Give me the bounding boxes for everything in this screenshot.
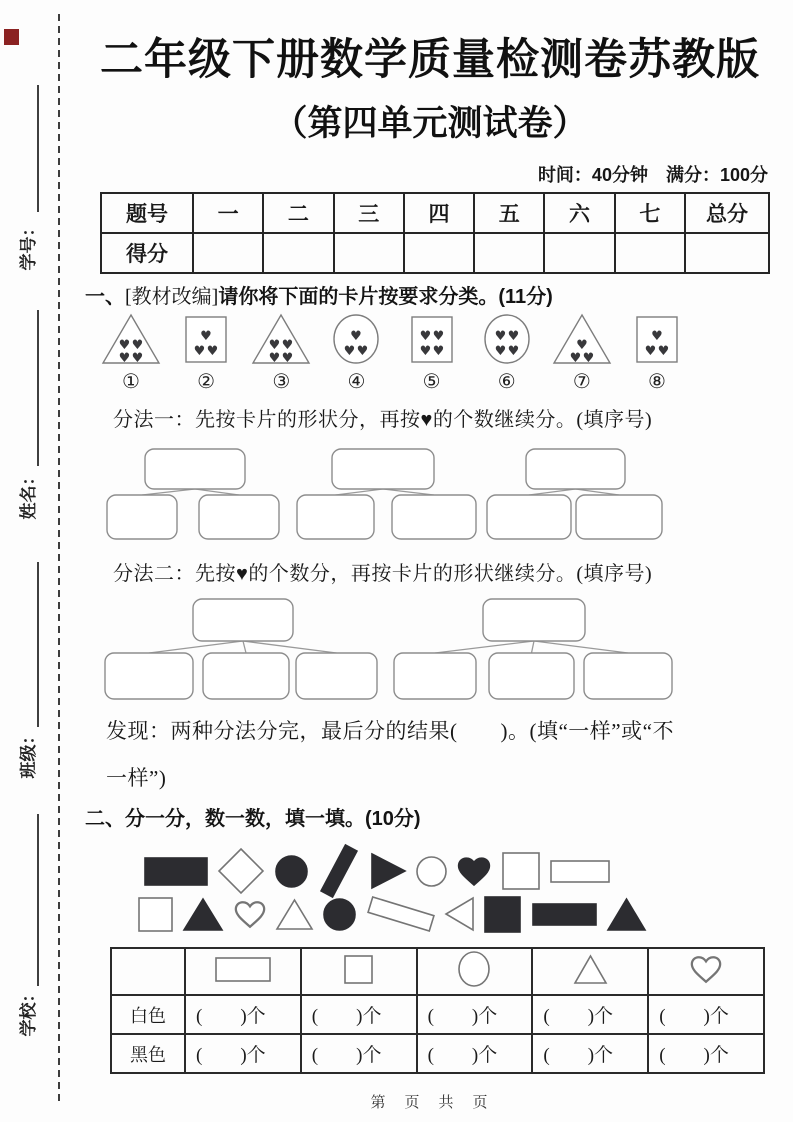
score-cell-7[interactable] — [615, 233, 685, 273]
svg-text:♥: ♥ — [206, 344, 219, 359]
svg-text:♥: ♥ — [644, 344, 657, 359]
method1-child-1-1[interactable] — [107, 495, 177, 539]
svg-text:♥: ♥ — [432, 329, 444, 344]
count-cell-1-5[interactable]: ( )个 — [648, 995, 764, 1034]
svg-text:♥: ♥ — [657, 344, 670, 359]
shape-white-heart — [233, 897, 267, 931]
card-6 — [474, 312, 540, 394]
svg-text:♥: ♥ — [281, 351, 294, 366]
count-cell-2-4[interactable]: ( )个 — [532, 1034, 648, 1073]
count-table-corner — [111, 948, 185, 995]
card-shape-circle — [476, 312, 538, 366]
shape-white-triangle-left — [444, 896, 475, 932]
shape-black-circle — [274, 854, 309, 889]
count-col-triangle-up — [532, 948, 648, 995]
method1-text: 分法一：先按卡片的形状分，再按♥的个数继续分。(填序号) — [113, 409, 653, 431]
svg-text:♥: ♥ — [569, 351, 582, 366]
count-row-1 — [111, 995, 764, 1034]
card-number-6: ⑥ — [497, 371, 516, 393]
card-number-1: ① — [122, 371, 140, 393]
score-header-1: 一 — [193, 193, 263, 233]
score-header-5: 五 — [474, 193, 544, 233]
card-7 — [549, 312, 615, 394]
card-number-8: ⑧ — [648, 371, 666, 393]
card-number-5: ⑤ — [422, 371, 441, 393]
svg-text:♥: ♥ — [268, 351, 281, 366]
shape-black-square — [483, 895, 522, 934]
card-number-2: ② — [197, 371, 216, 393]
svg-text:♥: ♥ — [350, 329, 363, 344]
method1-child-2-1[interactable] — [297, 495, 374, 539]
count-col-heart — [648, 948, 764, 995]
method1-parent-3[interactable] — [526, 449, 625, 489]
method2-text: 分法二：先按♥的个数分，再按卡片的形状继续分。(填序号) — [113, 563, 653, 585]
svg-text:♥: ♥ — [131, 351, 144, 366]
score-cell-5[interactable] — [474, 233, 544, 273]
score-header-7: 七 — [615, 193, 685, 233]
shape-white-diamond — [217, 847, 265, 895]
question1-source-tag: [教材改编] — [125, 286, 219, 308]
card-2 — [173, 312, 239, 394]
count-row-2 — [111, 1034, 764, 1073]
method1-parent-2[interactable] — [332, 449, 434, 489]
method1-child-3-2[interactable] — [576, 495, 662, 539]
count-col-rect — [185, 948, 301, 995]
question2-heading: 二、分一分，数一数，填一填。(10分) — [85, 808, 421, 830]
card-shape-square — [401, 312, 463, 366]
question1-number: 一、 — [85, 286, 125, 308]
card-shape-triangle — [551, 312, 613, 366]
shape-white-ellipse — [457, 950, 491, 988]
school-label: 学校： — [18, 985, 38, 1037]
student-name-blank[interactable] — [37, 310, 39, 466]
count-cell-2-3[interactable]: ( )个 — [417, 1034, 533, 1073]
method2-child-2-3[interactable] — [584, 653, 672, 699]
shape-black-heart — [456, 853, 492, 889]
card-number-4: ④ — [347, 371, 366, 393]
shape-white-triangle-up — [573, 954, 608, 985]
finding-line2: 一样”) — [106, 766, 167, 790]
count-row-label-2: 黑色 — [111, 1034, 185, 1073]
svg-text:♥: ♥ — [281, 338, 294, 353]
student-number-label: 学号： — [18, 219, 38, 271]
method1-child-3-1[interactable] — [487, 495, 571, 539]
score-row-label: 得分 — [101, 233, 193, 273]
count-cell-1-1[interactable]: ( )个 — [185, 995, 301, 1034]
count-cell-2-5[interactable]: ( )个 — [648, 1034, 764, 1073]
score-cell-1[interactable] — [193, 233, 263, 273]
card-number-3: ③ — [272, 371, 291, 393]
shape-black-triangle-up — [182, 897, 224, 932]
score-cell-2[interactable] — [263, 233, 333, 273]
card-shape-triangle — [100, 312, 162, 366]
shape-white-rect — [549, 859, 611, 884]
svg-text:♥: ♥ — [507, 344, 520, 359]
svg-text:♥: ♥ — [507, 329, 520, 344]
method1-child-1-2[interactable] — [199, 495, 279, 539]
shape-black-triangle-right — [370, 852, 407, 890]
method2-parent-2[interactable] — [483, 599, 585, 641]
score-header-6: 六 — [544, 193, 614, 233]
card-shape-circle — [325, 312, 387, 366]
count-cell-1-2[interactable]: ( )个 — [301, 995, 417, 1034]
count-cell-2-1[interactable]: ( )个 — [185, 1034, 301, 1073]
paper-subtitle: （第四单元测试卷） — [272, 104, 588, 143]
score-cell-4[interactable] — [404, 233, 474, 273]
score-header-4: 四 — [404, 193, 474, 233]
svg-text:♥: ♥ — [651, 329, 663, 344]
cards-row — [98, 312, 690, 394]
svg-text:♥: ♥ — [582, 351, 595, 366]
svg-text:♥: ♥ — [193, 344, 206, 359]
svg-text:♥: ♥ — [419, 329, 431, 344]
card-shape-triangle — [250, 312, 312, 366]
card-4 — [323, 312, 389, 394]
shape-white-rect — [214, 956, 272, 983]
card-5 — [399, 312, 465, 394]
count-cell-2-2[interactable]: ( )个 — [301, 1034, 417, 1073]
shape-white-bar-shallow — [366, 896, 436, 932]
shape-black-rect — [143, 856, 209, 887]
question1-heading — [85, 280, 553, 309]
corner-red-mark — [4, 29, 19, 45]
method2-child-2-2[interactable] — [489, 653, 574, 699]
svg-text:♥: ♥ — [432, 344, 444, 359]
score-table-value-row — [101, 233, 769, 273]
score-cell-8[interactable] — [685, 233, 769, 273]
student-name-label: 姓名： — [18, 468, 38, 520]
shape-white-triangle-up — [275, 898, 314, 931]
svg-text:♥: ♥ — [494, 344, 507, 359]
score-cell-3[interactable] — [334, 233, 404, 273]
method1-parent-1[interactable] — [145, 449, 245, 489]
card-3 — [248, 312, 314, 394]
card-8 — [624, 312, 690, 394]
shape-white-square — [137, 896, 174, 933]
question1-text: 请你将下面的卡片按要求分类。(11分) — [218, 286, 553, 308]
method2-child-1-2[interactable] — [203, 653, 289, 699]
count-cell-1-3[interactable]: ( )个 — [417, 995, 533, 1034]
svg-text:♥: ♥ — [131, 338, 144, 353]
svg-text:♥: ♥ — [357, 344, 369, 359]
svg-text:♥: ♥ — [344, 344, 356, 359]
seal-dashed-line — [58, 14, 60, 1106]
svg-text:♥: ♥ — [576, 338, 588, 353]
card-number-7: ⑦ — [572, 371, 591, 393]
score-table — [100, 192, 770, 274]
count-table-header-row — [111, 948, 764, 995]
count-col-ellipse — [417, 948, 533, 995]
card-shape-square — [626, 312, 688, 366]
shape-black-rect — [531, 902, 598, 927]
shape-black-circle — [322, 897, 357, 932]
time-score-info: 时间：40分钟 满分：100分 — [537, 165, 768, 185]
count-row-label-1: 白色 — [111, 995, 185, 1034]
method2-child-2-1[interactable] — [394, 653, 476, 699]
school-blank[interactable] — [37, 814, 39, 986]
svg-text:♥: ♥ — [118, 351, 131, 366]
svg-text:♥: ♥ — [494, 329, 507, 344]
svg-text:♥: ♥ — [118, 338, 131, 353]
method2-child-1-3[interactable] — [296, 653, 377, 699]
shape-black-triangle-up — [606, 897, 647, 932]
shape-white-square — [343, 954, 374, 985]
shapes-row-2 — [137, 891, 647, 937]
score-table-header-row — [101, 193, 769, 233]
finding-line1: 发现：两种分法分完，最后分的结果( )。(填“一样”或“不 — [106, 719, 674, 743]
svg-text:♥: ♥ — [419, 344, 431, 359]
count-table — [110, 947, 765, 1074]
shape-white-heart — [689, 952, 723, 986]
score-header-3: 三 — [334, 193, 404, 233]
class-blank[interactable] — [37, 562, 39, 727]
method2-tree — [85, 595, 775, 705]
method1-child-2-2[interactable] — [392, 495, 476, 539]
score-header-label: 题号 — [101, 193, 193, 233]
score-cell-6[interactable] — [544, 233, 614, 273]
count-cell-1-4[interactable]: ( )个 — [532, 995, 648, 1034]
method2-child-1-1[interactable] — [105, 653, 193, 699]
method1-tree — [85, 443, 775, 545]
card-1 — [98, 312, 164, 394]
score-header-2: 二 — [263, 193, 333, 233]
paper-title: 二年级下册数学质量检测卷苏教版 — [100, 36, 760, 84]
shape-white-circle — [415, 855, 448, 888]
method2-parent-1[interactable] — [193, 599, 293, 641]
class-label: 班级： — [18, 727, 38, 779]
count-col-square — [301, 948, 417, 995]
svg-text:♥: ♥ — [200, 329, 212, 344]
score-header-8: 总分 — [685, 193, 769, 233]
page-footer: 第 页 共 页 — [370, 1094, 490, 1111]
card-shape-square — [175, 312, 237, 366]
shape-white-square — [501, 851, 541, 891]
student-number-blank[interactable] — [37, 85, 39, 212]
svg-text:♥: ♥ — [268, 338, 281, 353]
